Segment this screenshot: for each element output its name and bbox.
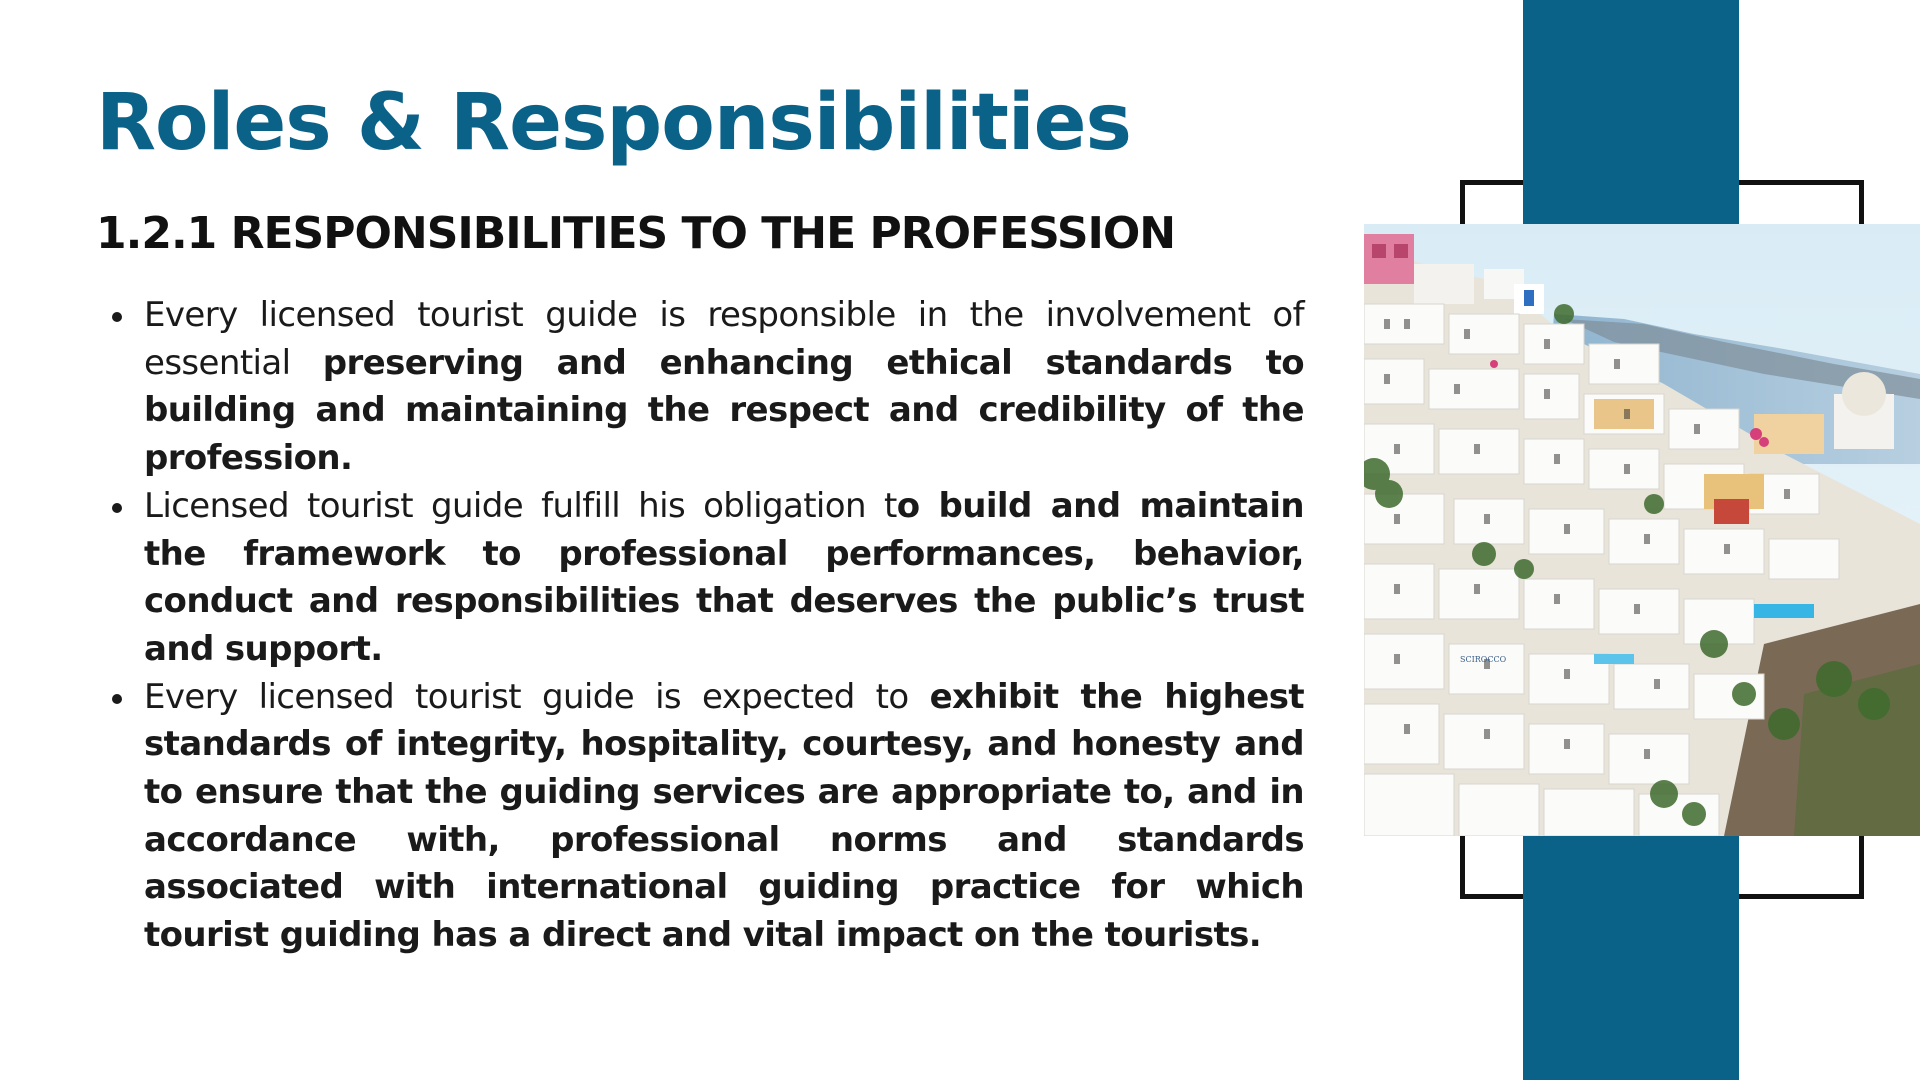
bullet-plain-text: Every licensed tourist guide is responsible in the involvement of essential bbox=[144, 295, 1304, 383]
bullet-list bbox=[96, 292, 1304, 960]
frame-corner-top-left bbox=[1460, 180, 1523, 230]
bullet-bold-text: o build and maintain the framework to professional performances, behavior, conduct and responsibilities that deserves the public’s trust and support. bbox=[144, 485, 1304, 669]
frame-corner-bottom-right bbox=[1739, 830, 1864, 899]
accent-bar-top bbox=[1523, 0, 1739, 226]
bullet-dot-icon bbox=[112, 503, 122, 513]
bullet-dot-icon bbox=[112, 694, 122, 704]
bullet-bold-text: exhibit the highest standards of integrity, hospitality, courtesy, and honesty and to ensure that the guiding services are appropriate to, and in accordance with, professional norms and standards associated with international guiding practice for which tourist guiding has a direct and vital impact on the tourists. bbox=[144, 676, 1304, 956]
photo-sign-text: SCIROCCO bbox=[1460, 655, 1507, 664]
accent-bar-bottom bbox=[1523, 834, 1739, 1080]
section-heading: 1.2.1 RESPONSIBILITIES TO THE PROFESSION bbox=[96, 208, 1176, 259]
santorini-photo-illustration bbox=[1364, 224, 1920, 836]
bullet-bold-text: preserving and enhancing ethical standards to building and maintaining the respect and credibility of the profession. bbox=[144, 342, 1304, 479]
slide-title: Roles & Responsibilities bbox=[96, 78, 1131, 168]
bullet-plain-text: Every licensed tourist guide is expected to bbox=[144, 676, 930, 717]
bullet-item bbox=[96, 674, 1304, 960]
bullet-plain-text: Licensed tourist guide fulfill his obligation t bbox=[144, 485, 897, 526]
bullet-item bbox=[96, 483, 1304, 674]
santorini-photo bbox=[1364, 224, 1920, 836]
bullet-item bbox=[96, 292, 1304, 483]
frame-corner-bottom-left bbox=[1460, 830, 1523, 899]
bullet-dot-icon bbox=[112, 312, 122, 322]
frame-corner-top-right bbox=[1739, 180, 1864, 230]
